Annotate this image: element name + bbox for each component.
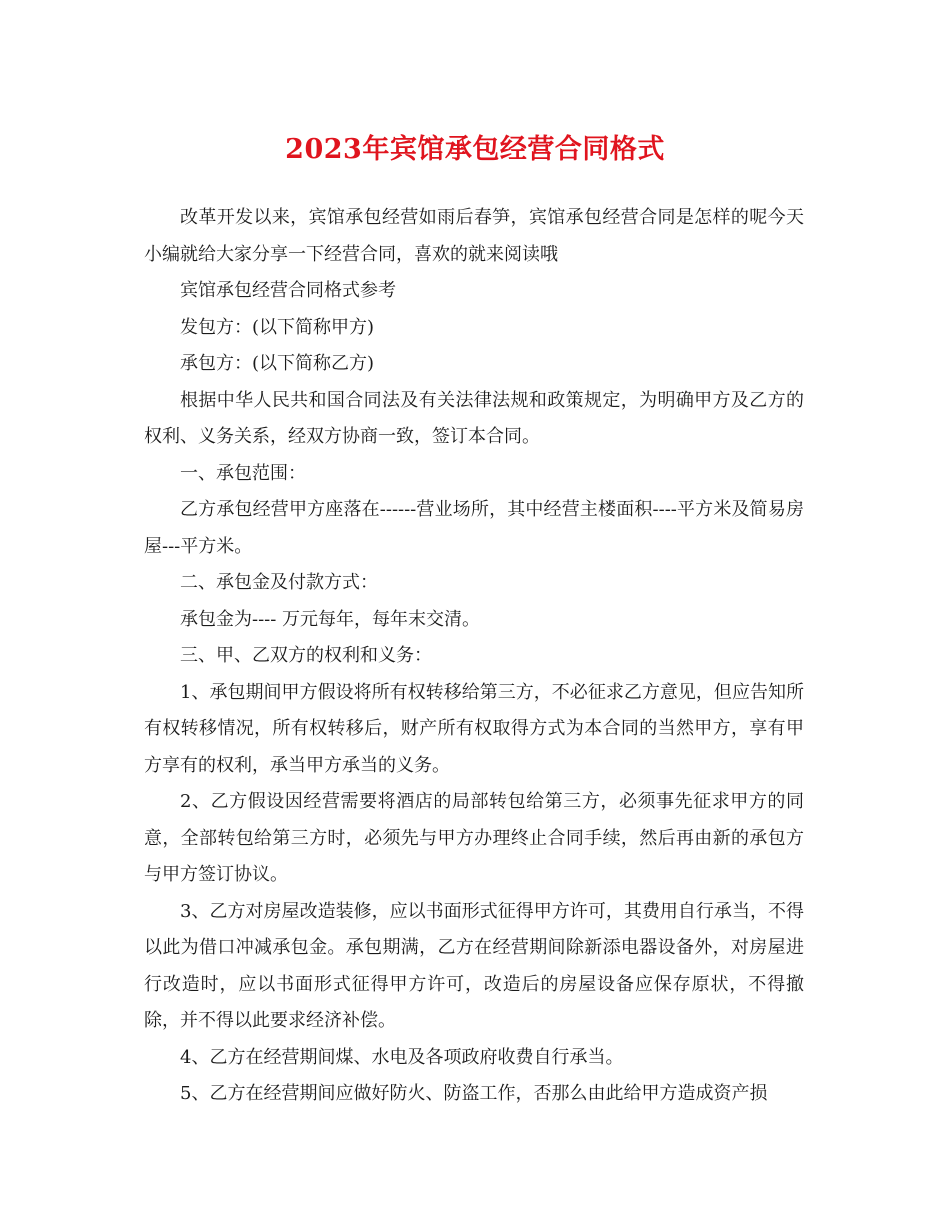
paragraph: 宾馆承包经营合同格式参考 (180, 280, 396, 301)
paragraph: 发包方：(以下简称甲方) (180, 316, 375, 338)
paragraph: 一、承包范围： (180, 462, 306, 484)
paragraph: 5、乙方在经营期间应做好防火、防盗工作，否那么由此给甲方造成资产损 (180, 1083, 768, 1104)
paragraph: 4、乙方在经营期间煤、水电及各项政府收费自行承当。 (180, 1046, 624, 1068)
paragraph: 改革开发以来，宾馆承包经营如雨后春笋，宾馆承包经营合同是怎样的呢今天小编就给大家分享一下经营合同，喜欢的就来阅读哦 (144, 207, 804, 265)
paragraph: 根据中华人民共和国合同法及有关法律法规和政策规定，为明确甲方及乙方的权利、义务关系，经双方协商一致，签订本合同。 (144, 389, 804, 447)
paragraph: 乙方承包经营甲方座落在------营业场所，其中经营主楼面积----平方米及简易房屋---平方米。 (144, 499, 804, 557)
paragraph: 二、承包金及付款方式： (180, 572, 378, 593)
paragraph: 承包方：(以下简称乙方) (180, 353, 375, 374)
paragraph: 三、甲、乙双方的权利和义务： (180, 645, 432, 666)
paragraph: 1、承包期间甲方假设将所有权转移给第三方，不必征求乙方意见，但应告知所有权转移情况，所有权转移后，财产所有权取得方式为本合同的当然甲方，享有甲方享有的权利，承当甲方承当的义务。 (144, 681, 804, 776)
paragraph: 3、乙方对房屋改造装修，应以书面形式征得甲方许可，其费用自行承当，不得以此为借口冲减承包金。承包期满，乙方在经营期间除新添电器设备外，对房屋进行改造时，应以书面形式征得甲方许可，改造后的房屋设备应保存原状，不得撤除，并不得以此要求经济补偿。 (144, 900, 804, 1031)
paragraph: 承包金为---- 万元每年，每年末交清。 (180, 608, 481, 630)
document-body (144, 200, 804, 1113)
paragraph: 2、乙方假设因经营需要将酒店的局部转包给第三方，必须事先征求甲方的同意，全部转包给第三方时，必须先与甲方办理终止合同手续，然后再由新的承包方与甲方签订协议。 (144, 791, 804, 885)
document-title: 2023年宾馆承包经营合同格式 (285, 134, 665, 165)
